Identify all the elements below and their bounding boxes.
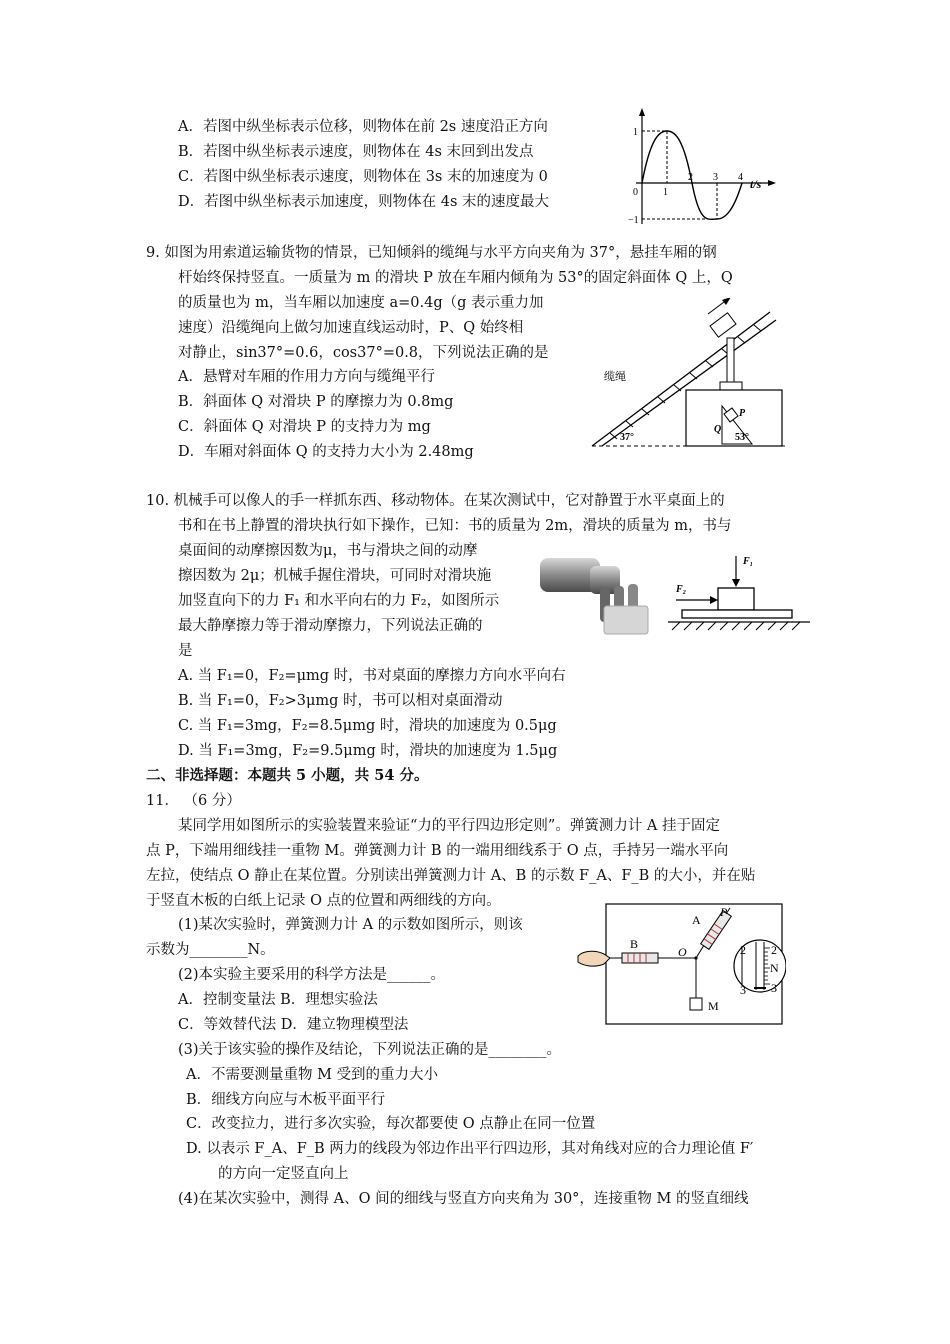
- b-label: B: [630, 937, 639, 951]
- m-label: M: [708, 999, 719, 1013]
- q11-apparatus-figure: [574, 902, 786, 1028]
- scale-2-right: 2: [771, 943, 777, 957]
- y-tick-1: 1: [633, 127, 638, 138]
- q11-part3-d2: 的方向一定竖直向上: [218, 1166, 349, 1182]
- q10-line5: 加竖直向下的力 F₁ 和水平向右的力 F₂，如图所示: [178, 593, 500, 609]
- q10-line2: 书和在书上静置的滑块执行如下操作，已知：书的质量为 2m，滑块的质量为 m，书与: [178, 518, 732, 534]
- x-tick-1: 1: [663, 187, 668, 198]
- q8-option-b: B．若图中纵坐标表示速度，则物体在 4s 末回到出发点: [178, 144, 534, 160]
- f1-label: F₁: [743, 556, 754, 567]
- q11-part3-b: B．细线方向应与木板平面平行: [186, 1092, 386, 1108]
- q9-line4: 速度）沿缆绳向上做匀加速直线运动时，P、Q 始终相: [178, 320, 524, 336]
- q10-line4: 擦因数为 2μ；机械手握住滑块，可同时对滑块施: [178, 568, 492, 584]
- scale-n-label: N: [770, 961, 779, 975]
- q10-line1: 10. 机械手可以像人的手一样抓东西、移动物体。在某次测试中，它对静置于水平桌面上的: [146, 493, 725, 509]
- q9-line2: 杆始终保持竖直。一质量为 m 的滑块 P 放在车厢内倾角为 53°的固定斜面体 Q 上，Q: [178, 270, 733, 286]
- f2-label: F₂: [676, 584, 687, 595]
- q11-part2: (2)本实验主要采用的科学方法是______。: [178, 967, 446, 983]
- q11-part3-d1: D. 以表示 F_A、F_B 两力的线段为邻边作出平行四边形，其对角线对应的合力理论值 F′: [186, 1141, 754, 1157]
- q8-option-c: C．若图中纵坐标表示速度，则物体在 3s 末的加速度为 0: [178, 169, 548, 185]
- x-tick-4: 4: [738, 172, 743, 183]
- section-2-heading: 二、非选择题：本题共 5 小题，共 54 分。: [146, 767, 429, 784]
- q11-part3-a: A．不需要测量重物 M 受到的重力大小: [186, 1067, 439, 1083]
- angle-37-label: 37°: [620, 432, 634, 443]
- q9-option-d: D．车厢对斜面体 Q 的支持力大小为 2.48mg: [178, 444, 474, 460]
- q9-cable-car-figure: [590, 298, 790, 454]
- scale-3-right: 3: [771, 981, 777, 995]
- p-label: P: [739, 408, 746, 419]
- p-fixed-label: P: [720, 905, 728, 919]
- x-tick-2: 2: [688, 172, 693, 183]
- q11-line1: 某同学用如图所示的实验装置来验证“力的平行四边形定则”。弹簧测力计 A 挂于固定: [178, 818, 721, 834]
- x-tick-3: 3: [713, 172, 718, 183]
- q9-line5: 对静止，sin37°=0.6，cos37°=0.8，下列说法正确的是: [178, 345, 549, 361]
- y-tick-neg1: −1: [628, 215, 639, 226]
- o-label: O: [678, 945, 687, 959]
- q11-part2-cd: C．等效替代法 D．建立物理模型法: [178, 1017, 409, 1033]
- q11-part3: (3)关于该实验的操作及结论，下列说法正确的是________。: [178, 1042, 562, 1058]
- q10-line3: 桌面间的动摩擦因数为μ，书与滑块之间的动摩: [178, 543, 478, 559]
- q11-line3: 左拉，使结点 O 静止在某位置。分别读出弹簧测力计 A、B 的示数 F_A、F_B 的大小，并在贴: [146, 868, 756, 884]
- q9-line3: 的质量也为 m，当车厢以加速度 a=0.4g（g 表示重力加: [178, 295, 544, 311]
- q8-option-d: D．若图中纵坐标表示加速度，则物体在 4s 末的速度最大: [178, 194, 550, 210]
- angle-53-label: 53°: [735, 432, 749, 443]
- q10-option-c: C. 当 F₁=3mg，F₂=8.5μmg 时，滑块的加速度为 0.5μg: [178, 718, 557, 734]
- q11-part3-c: C．改变拉力，进行多次实验，每次都要使 O 点静止在同一位置: [186, 1116, 596, 1132]
- q10-line7: 是: [178, 643, 193, 659]
- q10-option-a: A. 当 F₁=0，F₂=μmg 时，书对桌面的摩擦力方向水平向右: [178, 668, 566, 684]
- x-axis-label: t/s: [750, 177, 762, 191]
- q10-option-d: D. 当 F₁=3mg，F₂=9.5μmg 时，滑块的加速度为 1.5μg: [178, 743, 558, 759]
- q11-part4: (4)在某次实验中，测得 A、O 间的细线与竖直方向夹角为 30°，连接重物 M 的竖直细线: [178, 1191, 749, 1207]
- a-label: A: [692, 913, 701, 927]
- q9-option-a: A．悬臂对车厢的作用力方向与缆绳平行: [178, 369, 435, 385]
- q-label: Q: [714, 424, 722, 435]
- q11-part2-ab: A．控制变量法 B．理想实验法: [178, 992, 378, 1008]
- x-tick-0: 0: [633, 187, 638, 198]
- q10-force-diagram: [668, 552, 810, 632]
- q9-option-b: B．斜面体 Q 对滑块 P 的摩擦力为 0.8mg: [178, 394, 454, 410]
- q11-line4: 于竖直木板的白纸上记录 O 点的位置和两细线的方向。: [146, 893, 501, 909]
- q11-part1a: (1)某次实验时，弹簧测力计 A 的示数如图所示，则该: [178, 917, 523, 933]
- scale-2-left: 2: [740, 943, 746, 957]
- cable-label: 缆绳: [604, 371, 626, 383]
- q11-line2: 点 P，下端用细线挂一重物 M。弹簧测力计 B 的一端用细线系于 O 点，手持另一端水平向: [146, 843, 729, 859]
- q10-option-b: B. 当 F₁=0，F₂>3μmg 时，书可以相对桌面滑动: [178, 693, 503, 709]
- q8-option-a: A．若图中纵坐标表示位移，则物体在前 2s 速度沿正方向: [178, 119, 548, 135]
- q9-option-c: C．斜面体 Q 对滑块 P 的支持力为 mg: [178, 419, 431, 435]
- q11-heading: 11． （6 分）: [146, 793, 241, 809]
- scale-3-left: 3: [740, 983, 746, 997]
- q10-line6: 最大静摩擦力等于滑动摩擦力，下列说法正确的: [178, 618, 483, 634]
- q9-line1: 9. 如图为用索道运输货物的情景，已知倾斜的缆绳与水平方向夹角为 37°，悬挂车厢的钢: [146, 245, 717, 261]
- q11-part1b: 示数为________N。: [146, 942, 275, 958]
- q8-sine-graph: [628, 106, 778, 226]
- robot-hand-picture: [540, 548, 650, 636]
